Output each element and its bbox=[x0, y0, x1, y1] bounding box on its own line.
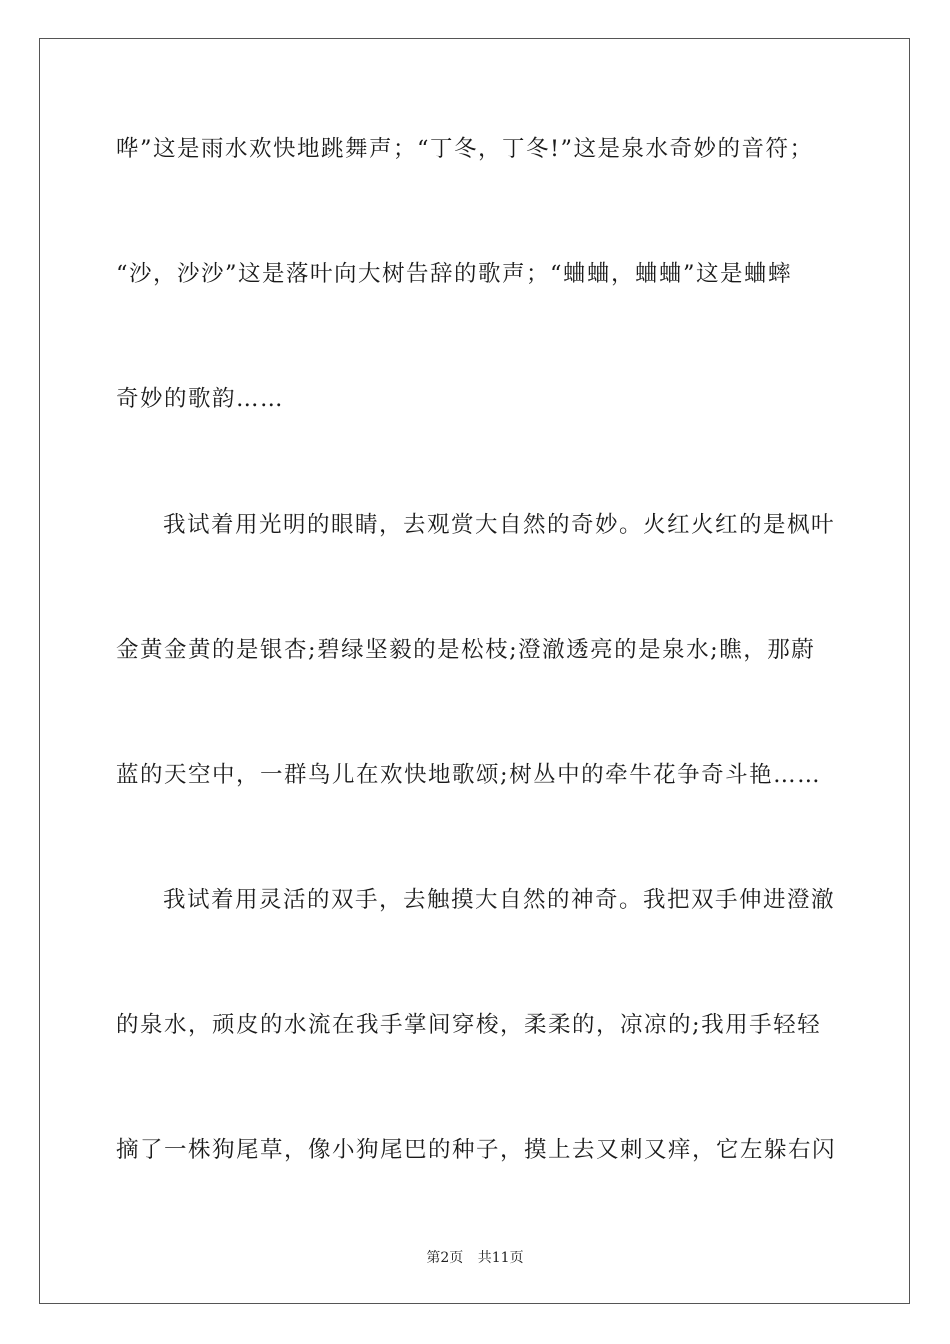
text-line-1: 哗”这是雨水欢快地跳舞声；“丁冬，丁冬!”这是泉水奇妙的音符； bbox=[116, 136, 814, 162]
text-line-5: 金黄金黄的是银杏;碧绿坚毅的是松枝;澄澈透亮的是泉水;瞧，那蔚 bbox=[116, 637, 816, 663]
text-line-9: 摘了一株狗尾草，像小狗尾巴的种子，摸上去又刺又痒，它左躲右闪 bbox=[116, 1137, 837, 1163]
text-line-8: 的泉水，顽皮的水流在我手掌间穿梭，柔柔的，凉凉的;我用手轻轻 bbox=[116, 1012, 822, 1038]
text-line-2: “沙，沙沙”这是落叶向大树告辞的歌声；“蛐蛐，蛐蛐”这是蛐蟀 bbox=[116, 261, 793, 287]
page-footer bbox=[0, 1247, 950, 1267]
text-line-3: 奇妙的歌韵…… bbox=[116, 386, 285, 412]
text-line-4: 我试着用光明的眼睛，去观赏大自然的奇妙。火红火红的是枫叶 bbox=[163, 512, 836, 538]
text-line-7: 我试着用灵活的双手，去触摸大自然的神奇。我把双手伸进澄澈 bbox=[163, 887, 836, 913]
page-border bbox=[39, 38, 910, 1304]
page-number: 第2页 bbox=[426, 1250, 464, 1266]
text-line-6: 蓝的天空中，一群鸟儿在欢快地歌颂;树丛中的牵牛花争奇斗艳…… bbox=[116, 762, 822, 788]
total-pages: 共11页 bbox=[477, 1250, 524, 1266]
